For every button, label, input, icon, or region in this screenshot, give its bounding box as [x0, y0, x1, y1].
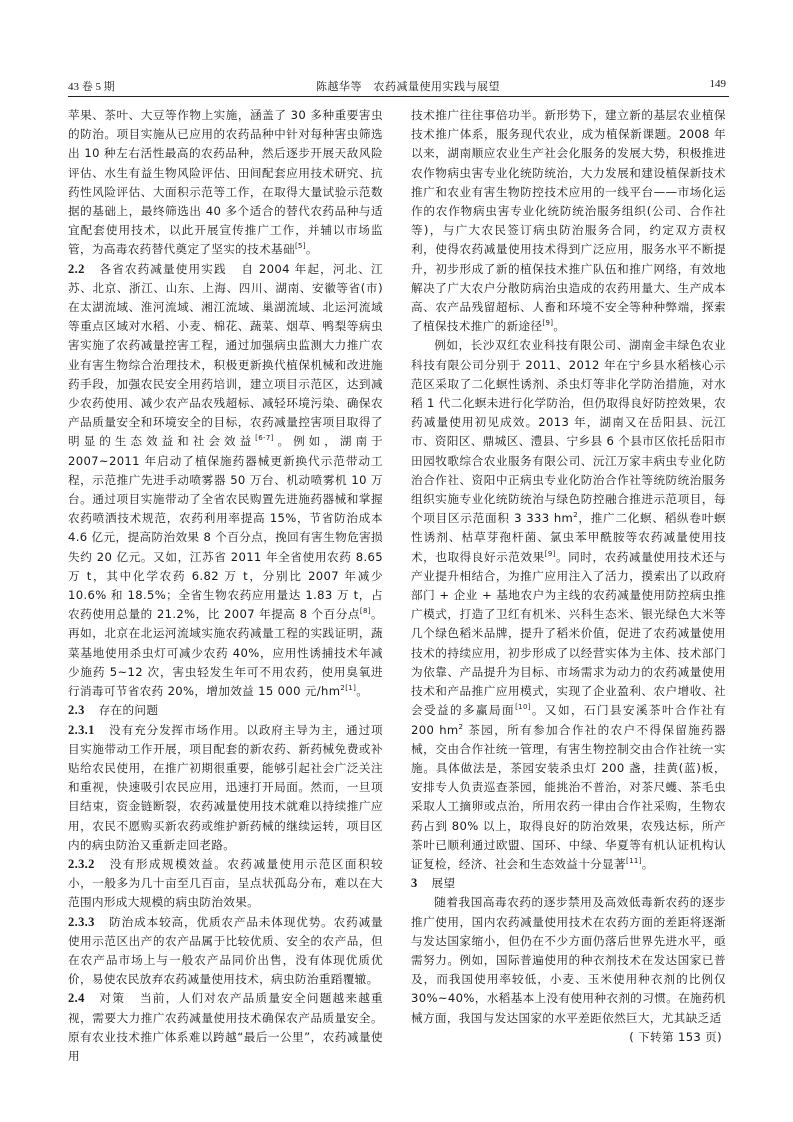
paragraph-text: 例如，长沙双红农业科技有限公司、湖南金丰绿色农业科技有限公司分别于 2011、2012 年在宁乡县水稻核心示范区采取了二化螟性诱剂、杀虫灯等非化学防治措施，对水稻 1 代二化螟未进行化学防治，但仍取得良好防控效果，农药减量使用初见成效。2013 年，湖南又在岳阳县、沅江市、资阳区、鼎城区、澧县、宁乡县 6 个县市区依托岳阳市田园牧歌综合农业服务有限公司、沅江万家丰病虫专业化防治合作社、资阳中正病虫专业化防治合作社等统防统治服务组织实施专业化统防统治与绿色防控融合推进示范项目，每个项目区示范面积 3 333 hm	[411, 338, 726, 526]
section-3-heading	[411, 874, 726, 893]
punctuation: 。	[305, 242, 318, 257]
section-2-3-heading	[68, 701, 383, 720]
citation: [1]	[345, 684, 357, 693]
section-title: 展望	[431, 876, 456, 891]
paragraph-text: ，推广二化螟、稻纵卷叶螟性诱剂、枯草芽孢杆菌、氯虫苯甲酰胺等农药减量使用技术，也取得良好示范效果	[411, 511, 726, 564]
section-number: 2.2	[68, 261, 85, 276]
superscript: 2	[573, 511, 578, 520]
section-number: 2.3	[68, 703, 85, 718]
superscript: 2	[458, 722, 464, 731]
citation: [10]	[515, 703, 531, 712]
paragraph-text: 。例如，湖南于 2007~2011 年启动了植保施药器械更新换代示范带动工程，示范推广先进手动喷雾器 50 万台、机动喷雾机 10 万台。通过项目实施带动了全省农民购置先进施药器械和掌握农药喷洒技术规范，农药利用率提高 15%，节省防治成本 4.6 亿元，提高防治效果 8 个百分点，挽回有害生物危害损失约 20 亿元。又如，江苏省 2011 年全省使用农药 8.65 万 t，其中化学农药 6.82 万 t，分别比 2007 年减少 10.6% 和 18.5%；全省生物农药应用量达 1.83 万 t，占农药使用总量的 21.2%，比 2007 年提高 8 个百分点	[68, 434, 384, 622]
paragraph-text: 。再如，北京在北运河流域实施农药减量工程的实践证明，蔬菜基地使用杀虫灯可减少农药 40%，应用性诱捕技术年减少施药 5~12 次，害虫轻发生年可不用农药，使用臭氧进行消毒可节省农药 20%，增加效益 15 000 元/hm	[68, 607, 383, 699]
citation: [9]	[544, 549, 556, 558]
citation: [6-7]	[255, 434, 274, 443]
paragraph	[68, 106, 383, 260]
section-2-3-3	[68, 913, 383, 990]
section-title: 存在的问题	[98, 703, 159, 718]
section-title: 对策	[98, 991, 126, 1006]
citation: [8]	[359, 607, 371, 616]
running-title: 陈越华等 农药减量使用实践与展望	[316, 80, 500, 93]
section-number: 3	[411, 876, 418, 891]
header-rule	[68, 96, 729, 97]
paragraph-text: 当前，人们对农产品质量安全问题越来越重视，需要大力推广农药减量使用技术确保农产品质量安全。原有农业技术推广体系难以跨越“最后一公里”，农药减量使用	[68, 991, 384, 1063]
punctuation: 。	[553, 319, 566, 334]
paragraph-text: 自 2004 年起，河北、江苏、北京、浙江、山东、上海、四川、湖南、安徽等省(市)在太湖流域、淮河流域、湘江流域、巢湖流域、北运河流域等重点区域对水稻、小麦、棉花、蔬菜、烟草、鸭梨等病虫害实施了农药减量控害工程，通过加强病虫监测大力推广农业有害生物综合治理技术，积极更新换代植保机械和改进施药手段，加强农民安全用药培训，建立项目示范区，达到减少农药使用、减少农产品农残超标、减轻环境污染、确保农产品质量安全和环境安全的目标，农药减量控害项目取得了明显的生态效益和社会效益	[68, 261, 383, 449]
paragraph-text: 技术推广往往事倍功半。新形势下，建立新的基层农业植保技术推广体系，服务现代农业，成为植保新课题。2008 年以来，湖南顺应农业生产社会化服务的发展大势，积极推进农作物病虫害专业化统防统治，大力发展和建设植保新技术推广和农业有害生物防控技术应用的一线平台——市场化运作的农作物病虫害专业化统防统治服务组织(公司、合作社等)，与广大农民签订病虫防治服务合同，约定双方责权利，使得农药减量使用技术得到广泛应用，服务水平不断提升，初步形成了新的植保技术推广队伍和推广网络，有效地解决了广大农户分散防病治虫造成的农药用量大、生产成本高、农产品残留超标、人畜和环境不安全等种种弊端，探索了植保技术推广的新途径	[411, 108, 726, 334]
paragraph-text: 防治成本较高，优质农产品未体现优势。农药减量使用示范区出产的农产品属于比较优质、安全的农产品，但在农产品市场上与一般农产品同价出售，没有体现优质优价，易使农民放弃农药减量使用技术，病虫防治重蹈覆辙。	[68, 914, 383, 987]
citation: [9]	[542, 319, 554, 328]
paragraph	[411, 106, 726, 336]
continued-note: ( 下转第 153 页)	[629, 1029, 722, 1044]
paragraph-text: 没有充分发挥市场作用。以政府主导为主，通过项目实施带动工作开展，项目配套的新农药、新药械免费或补贴给农民使用，在推广初期很重要，能够引起社会广泛关注和重视，快速吸引农民应用，迅速打开局面。然而，一旦项目结束，资金链断裂，农药减量使用技术就难以持续推广应用，农民不愿购买新农药或维护新药械的继续运转，项目区内的病虫防治又重新走回老路。	[68, 722, 383, 852]
section-2-3-2	[68, 855, 383, 913]
paragraph-text: 。又如，石门县安溪茶叶合作社有 200 hm	[411, 703, 726, 737]
page-number: 149	[709, 78, 726, 90]
paragraph-text: 没有形成规模效益。农药减量使用示范区面积较小，一般多为几十亩至几百亩，呈点状孤岛分布，难以在大范围内形成大规模的病虫防治效果。	[68, 856, 383, 910]
paragraph	[411, 336, 726, 874]
paragraph-text: 随着我国高毒农药的逐步禁用及高效低毒新农药的逐步推广使用，国内农药减量使用技术在农药方面的差距将逐渐与发达国家缩小，但仍在不少方面仍落后世界先进水平，亟需努力。例如，国际普遍使用的种衣剂技术在发达国家已普及，而我国使用率较低，小麦、玉米使用种衣剂的比例仅 30%~40%，水稻基本上没有使用种衣剂的习惯。在施药机械方面，我国与发达国家的水平差距依然巨大，尤其缺乏适	[411, 895, 726, 1025]
section-number: 2.3.1	[68, 722, 95, 737]
citation: [5]	[294, 242, 306, 251]
volume-issue: 43 卷 5 期	[68, 81, 115, 93]
section-2-2	[68, 260, 383, 702]
left-column	[68, 106, 383, 1066]
paragraph-text: 苹果、茶叶、大豆等作物上实施，涵盖了 30 多种重要害虫的防治。项目实施从已应用的农药品种中针对每种害虫筛选出 10 种左右活性最高的农药品种，然后逐步开展天敌风险评估、水生有益生物风险评估、田间配套应用技术研究、抗药性风险评估、大面积示范等工作，在取得大量试验示范数据的基础上，最终筛选出 40 多个适合的替代农药品种与适宜配套使用技术，以此开展宣传推广工作，并辅以市场监管，为高毒农药替代奠定了坚实的技术基础	[68, 108, 383, 257]
section-number: 2.4	[68, 991, 85, 1006]
section-title: 各省农药减量使用实践	[98, 261, 227, 276]
paragraph	[411, 893, 726, 1027]
paragraph-text: 茶园，所有参加合作社的农户不得保留施药器械，交由合作社统一管理，有害生物控制交由合作社统一实施。具体做法是，茶园安装杀虫灯 200 盏，挂黄(蓝)板，安排专人负责巡查茶园，能挑治不普治，对茶尺蠖、茶毛虫采取人工摘卵或点治，所用农药一律由合作社采购，生物农药占到 80% 以上，取得良好的防治效果，农残达标，所产茶叶已顺利通过欧盟、国环、中绿、华夏等有机认证机构认证复检，经济、社会和生态效益十分显著	[411, 722, 726, 871]
section-2-3-1	[68, 721, 383, 855]
punctuation: 。	[641, 856, 654, 871]
punctuation: 。	[356, 684, 369, 699]
running-header	[68, 78, 728, 98]
section-2-4	[68, 989, 383, 1066]
paragraph-text: 。同时，农药减量使用技术还与产业提升相结合，为推广应用注入了活力，摸索出了以政府部门 + 企业 + 基地农户为主线的农药减量使用防控病虫推广模式，打造了卫红有机米、兴科生态米、银光绿色大米等几个绿色稻米品牌，提升了稻米价值，促进了农药减量使用技术的持续应用，初步形成了以经营实体为主体、技术部门为依靠、产品提升为目标、市场需求为动力的农药减量使用技术和产品推广应用模式，实现了企业盈利、农户增收、社会受益的多赢局面	[411, 549, 726, 718]
superscript: 2	[340, 684, 346, 693]
right-column	[411, 106, 726, 1047]
citation: [11]	[626, 856, 642, 865]
section-number: 2.3.3	[68, 914, 95, 929]
section-number: 2.3.2	[68, 856, 95, 871]
